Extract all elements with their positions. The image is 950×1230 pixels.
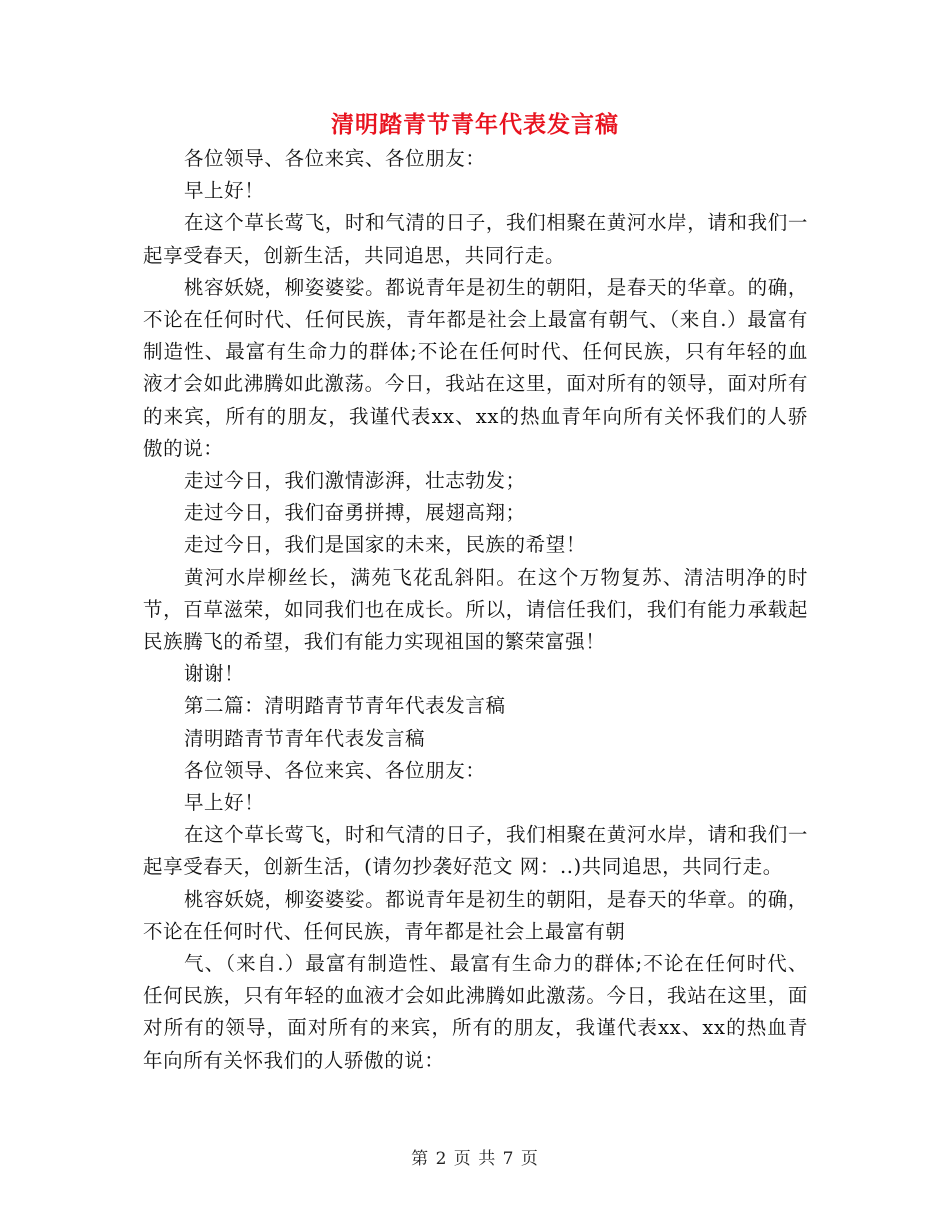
paragraph: 桃容妖娆，柳姿婆娑。都说青年是初生的朝阳，是春天的华章。的确，不论在任何时代、任何民族，青年都是社会上最富有朝气、（来自.）最富有制造性、最富有生命力的群体;不论在任何时代、任何民族，只有年轻的血液才会如此沸腾如此激荡。今日，我站在这里，面对所有的领导，面对所有的来宾，所有的朋友，我谨代表xx、xx的热血青年向所有关怀我们的人骄傲的说： — [143, 275, 808, 460]
paragraph: 在这个草长莺飞，时和气清的日子，我们相聚在黄河水岸，请和我们一起享受春天，创新生活，共同追思，共同行走。 — [143, 211, 808, 267]
paragraph: 第二篇：清明踏青节青年代表发言稿 — [183, 694, 506, 718]
paragraph: 走过今日，我们是国家的未来，民族的希望！ — [183, 533, 586, 557]
paragraph: 桃容妖娆，柳姿婆娑。都说青年是初生的朝阳，是春天的华章。的确，不论在任何时代、任何民族，青年都是社会上最富有朝 — [143, 887, 808, 943]
paragraph: 在这个草长莺飞，时和气清的日子，我们相聚在黄河水岸，请和我们一起享受春天，创新生活，(请勿抄袭好范文 网：..)共同追思，共同行走。 — [143, 823, 808, 879]
paragraph: 早上好！ — [183, 791, 265, 815]
paragraph: 早上好！ — [183, 179, 265, 203]
paragraph: 各位领导、各位来宾、各位朋友： — [183, 758, 486, 782]
document-title: 清明踏青节青年代表发言稿 — [331, 111, 619, 138]
paragraph: 黄河水岸柳丝长，满苑飞花乱斜阳。在这个万物复苏、清洁明净的时节，百草滋荣，如同我们也在成长。所以，请信任我们，我们有能力承载起民族腾飞的希望，我们有能力实现祖国的繁荣富强！ — [143, 565, 808, 654]
page-number: 第 2 页 共 7 页 — [411, 1149, 539, 1169]
paragraph: 各位领导、各位来宾、各位朋友： — [183, 147, 486, 170]
paragraph: 谢谢！ — [183, 662, 245, 686]
document-body — [143, 143, 808, 1077]
paragraph: 走过今日，我们激情澎湃，壮志勃发； — [183, 469, 526, 493]
paragraph: 走过今日，我们奋勇拼搏，展翅高翔； — [183, 501, 526, 525]
paragraph: 气、（来自.）最富有制造性、最富有生命力的群体;不论在任何时代、任何民族，只有年轻的血液才会如此沸腾如此激荡。今日，我站在这里，面对所有的领导，面对所有的来宾，所有的朋友，我谨代表xx、xx的热血青年向所有关怀我们的人骄傲的说： — [143, 952, 808, 1072]
paragraph: 清明踏青节青年代表发言稿 — [183, 726, 426, 750]
